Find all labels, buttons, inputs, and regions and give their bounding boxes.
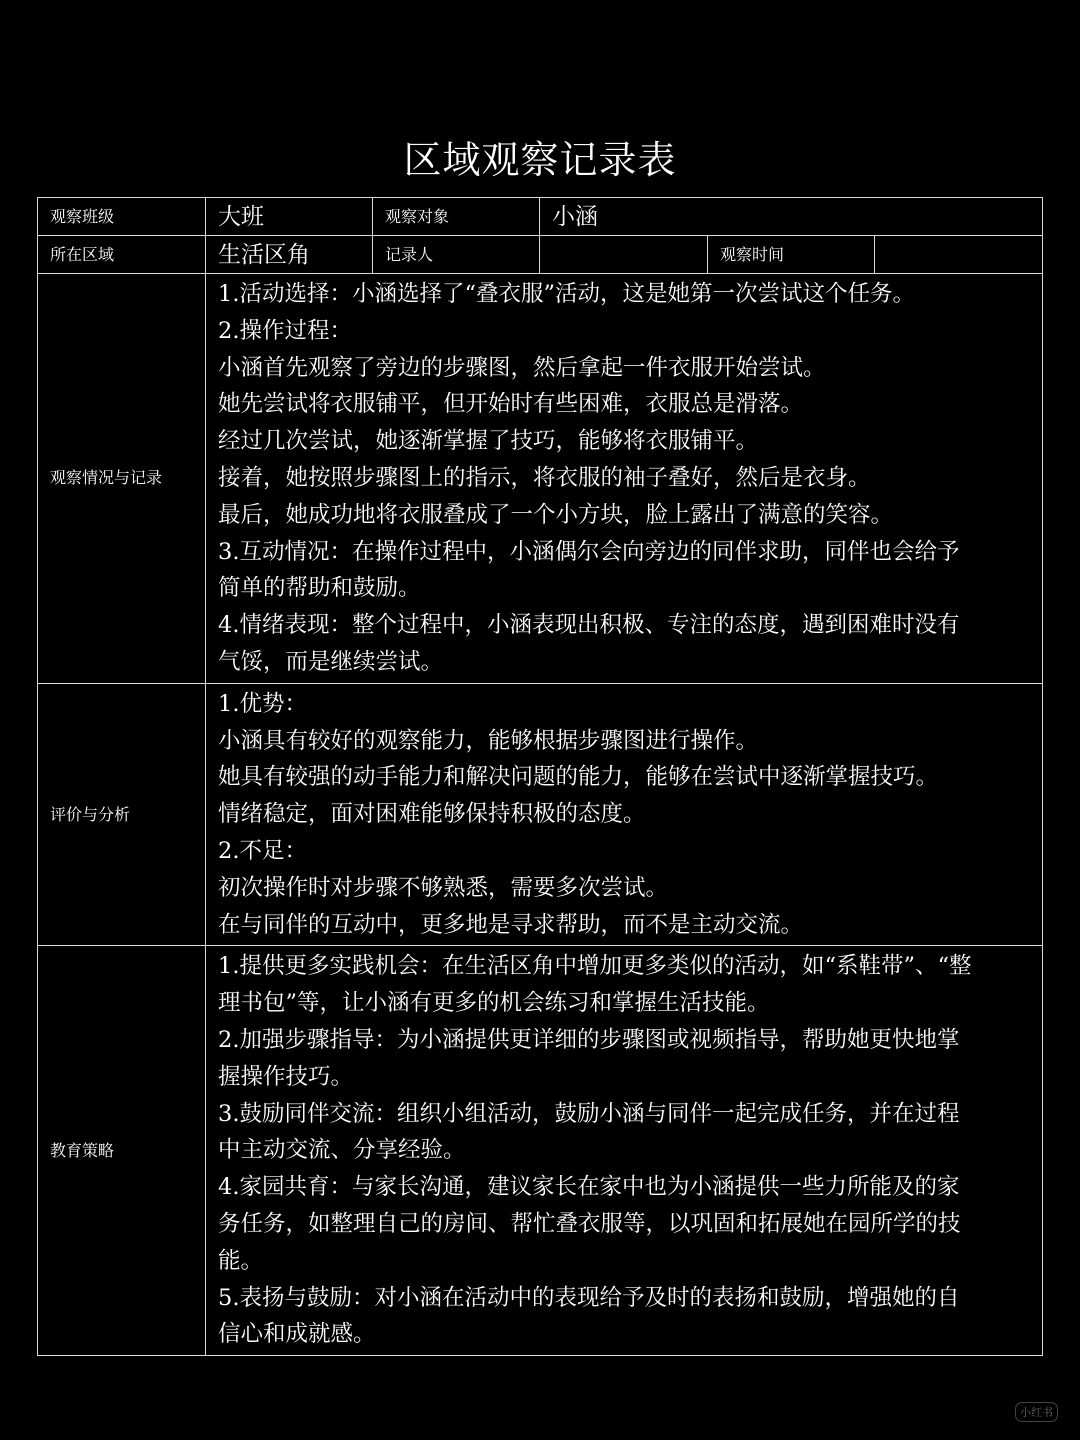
observation-line: 最后，她成功地将衣服叠成了一个小方块，脸上露出了满意的笑容。 (218, 501, 894, 528)
observation-line: 她先尝试将衣服铺平，但开始时有些困难，衣服总是滑落。 (218, 391, 804, 418)
observation-line: 1.活动选择：小涵选择了“叠衣服”活动，这是她第一次尝试这个任务。 (218, 281, 915, 307)
evaluation-content (206, 683, 1043, 946)
strategy-line: 握操作技巧。 (218, 1063, 354, 1090)
target-value: 小涵 (540, 198, 1043, 236)
evaluation-label: 评价与分析 (38, 683, 206, 946)
strategy-line: 能。 (218, 1247, 264, 1274)
strategy-line: 5.表扬与鼓励：对小涵在活动中的表现给予及时的表扬和鼓励，增强她的自 (218, 1284, 960, 1311)
recorder-value (540, 236, 708, 274)
observation-line: 气馁，而是继续尝试。 (218, 648, 444, 675)
evaluation-line: 1.优势： (218, 690, 307, 717)
observation-line: 简单的帮助和鼓励。 (218, 575, 421, 602)
strategy-line: 2.加强步骤指导：为小涵提供更详细的步骤图或视频指导，帮助她更快地掌 (218, 1026, 960, 1053)
class-label: 观察班级 (38, 198, 206, 236)
evaluation-line: 她具有较强的动手能力和解决问题的能力，能够在尝试中逐渐掌握技巧。 (218, 764, 939, 791)
header-row-class (38, 198, 1043, 236)
header-row-area (38, 236, 1043, 274)
evaluation-line: 情绪稳定，面对困难能够保持积极的态度。 (218, 801, 646, 828)
evaluation-line: 初次操作时对步骤不够熟悉，需要多次尝试。 (218, 874, 669, 901)
strategy-line: 理书包”等，让小涵有更多的机会练习和掌握生活技能。 (218, 990, 770, 1017)
strategy-line: 3.鼓励同伴交流：组织小组活动，鼓励小涵与同伴一起完成任务，并在过程 (218, 1100, 960, 1127)
strategy-row (38, 946, 1043, 1356)
time-label: 观察时间 (708, 236, 875, 274)
strategy-line: 信心和成就感。 (218, 1321, 376, 1348)
evaluation-line: 在与同伴的互动中，更多地是寻求帮助，而不是主动交流。 (218, 911, 804, 938)
observation-row (38, 274, 1043, 684)
area-value: 生活区角 (206, 236, 373, 274)
observation-label: 观察情况与记录 (38, 274, 206, 684)
strategy-line: 务任务，如整理自己的房间、帮忙叠衣服等，以巩固和拓展她在园所学的技 (218, 1210, 961, 1237)
observation-line: 小涵首先观察了旁边的步骤图，然后拿起一件衣服开始尝试。 (218, 354, 826, 381)
observation-line: 接着，她按照步骤图上的指示，将衣服的袖子叠好，然后是衣身。 (218, 464, 871, 491)
observation-record-table (37, 197, 1043, 1356)
observation-line: 经过几次尝试，她逐渐掌握了技巧，能够将衣服铺平。 (218, 428, 759, 455)
observation-content (206, 274, 1043, 684)
observation-line: 3.互动情况：在操作过程中，小涵偶尔会向旁边的同伴求助，同伴也会给予 (218, 538, 960, 565)
strategy-line: 中主动交流、分享经验。 (218, 1137, 466, 1164)
page-title: 区域观察记录表 (403, 138, 677, 182)
recorder-label: 记录人 (373, 236, 540, 274)
evaluation-line: 小涵具有较好的观察能力，能够根据步骤图进行操作。 (218, 727, 759, 754)
target-label: 观察对象 (373, 198, 540, 236)
evaluation-line: 2.不足： (218, 837, 307, 864)
evaluation-row (38, 683, 1043, 946)
strategy-label: 教育策略 (38, 946, 206, 1356)
strategy-line: 4.家园共育：与家长沟通，建议家长在家中也为小涵提供一些力所能及的家 (218, 1174, 960, 1201)
time-value (875, 236, 1043, 274)
observation-line: 4.情绪表现：整个过程中，小涵表现出积极、专注的态度，遇到困难时没有 (218, 612, 960, 639)
observation-line: 2.操作过程： (218, 317, 352, 344)
watermark-logo: 小红书 (1015, 1402, 1058, 1422)
area-label: 所在区域 (38, 236, 206, 274)
strategy-line: 1.提供更多实践机会：在生活区角中增加更多类似的活动，如“系鞋带”、“整 (218, 953, 972, 980)
class-value: 大班 (206, 198, 373, 236)
strategy-content (206, 946, 1043, 1356)
